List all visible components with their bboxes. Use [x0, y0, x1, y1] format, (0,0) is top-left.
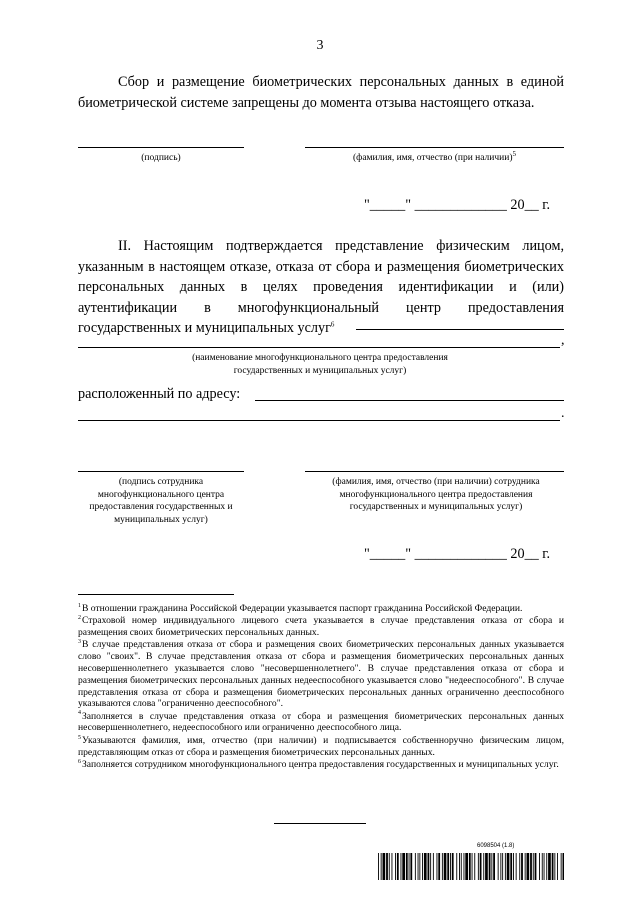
- footnote-4: [78, 711, 564, 735]
- barcode-bar: [442, 853, 443, 880]
- barcode-bar: [422, 853, 423, 880]
- full-name-caption-text: (фамилия, имя, отчество (при наличии): [353, 153, 513, 163]
- barcode-bar: [480, 853, 482, 880]
- date-year-field[interactable]: __: [524, 197, 539, 213]
- address-line-1[interactable]: [255, 400, 564, 401]
- address-trailing-dot: .: [561, 406, 565, 421]
- barcode-bar: [392, 853, 393, 880]
- barcode-bar: [513, 853, 514, 880]
- footnote-text: Заполняется в случае представления отказа от сбора и размещения биометрических персональных данных несовершеннолетнего, недееспособного или ограниченно дееспособного лица.: [78, 710, 564, 734]
- footnote-3: [78, 639, 564, 710]
- barcode-bar: [474, 853, 475, 880]
- full-name-caption: [305, 149, 564, 165]
- date-row-2: [364, 546, 550, 563]
- barcode-id: 6098504 (1.8): [477, 843, 515, 849]
- date-month-field[interactable]: _____________: [414, 546, 507, 562]
- barcode-bar: [428, 853, 430, 880]
- barcode-bar: [533, 853, 534, 880]
- mfc-trailing-comma: ,: [561, 333, 565, 348]
- barcode-bar: [530, 853, 532, 880]
- barcode-bar: [397, 853, 399, 880]
- barcode-bar: [510, 853, 512, 880]
- barcode-bar: [485, 853, 488, 880]
- footnote-number: 6: [78, 758, 81, 765]
- barcode-bar: [546, 853, 547, 880]
- barcode-bar: [544, 853, 545, 880]
- employee-name-line[interactable]: [305, 471, 564, 472]
- mfc-name-caption: (наименование многофункционального центра предоставления государственных и муниципальных услуг): [192, 353, 448, 376]
- footnote-text: Указываются фамилия, имя, отчество (при наличии) и подписывается собственноручно физическим лицом, представляющим отказ от сбора и размещения биометрических персональных данных.: [78, 734, 564, 758]
- intro-paragraph: Сбор и размещение биометрических персональных данных в единой биометрической системе запрещены до момента отзыва настоящего отказа.: [78, 74, 564, 111]
- date-year-prefix: 20: [510, 197, 525, 213]
- employee-signature-line[interactable]: [78, 471, 244, 472]
- barcode-bar: [516, 853, 517, 880]
- date-year-field[interactable]: __: [524, 546, 539, 562]
- signature-line[interactable]: [78, 147, 244, 148]
- date-year-suffix: г.: [538, 197, 551, 213]
- barcode-bar: [438, 853, 440, 880]
- date-quote-open: ": [364, 197, 370, 213]
- date-quote-close: ": [405, 197, 412, 213]
- barcode-bar: [452, 853, 454, 880]
- barcode-bar: [410, 853, 412, 880]
- barcode-bar: [378, 853, 379, 880]
- date-row: [364, 197, 550, 214]
- section-ii-paragraph: [78, 236, 564, 339]
- barcode-bar: [542, 853, 543, 880]
- page-number: 3: [316, 38, 324, 53]
- footnote-number: 3: [78, 639, 81, 646]
- barcode-bar: [500, 853, 501, 880]
- address-label: расположенный по адресу:: [78, 386, 241, 402]
- barcode-bar: [561, 853, 562, 880]
- footnote-number: 2: [78, 615, 81, 622]
- footnote-1: [78, 603, 564, 615]
- barcode-bar: [498, 853, 499, 880]
- barcode-bar: [450, 853, 451, 880]
- barcode-bar: [464, 853, 465, 880]
- date-day-field[interactable]: _____: [369, 197, 406, 213]
- full-name-line[interactable]: [305, 147, 564, 148]
- barcode-bar: [389, 853, 390, 880]
- barcode-bar: [444, 853, 447, 880]
- barcode-bar: [383, 853, 386, 880]
- barcode-bar: [386, 853, 388, 880]
- barcode-bar: [437, 853, 438, 880]
- footnote-number: 5: [78, 734, 81, 741]
- mfc-name-line-1[interactable]: [356, 329, 564, 330]
- barcode-bar: [418, 853, 419, 880]
- barcode-bar: [459, 853, 460, 880]
- barcode-bar: [406, 853, 408, 880]
- barcode-bar: [415, 853, 416, 880]
- barcode-bar: [469, 853, 471, 880]
- barcode-bar: [401, 853, 402, 880]
- footnote-2: [78, 615, 564, 639]
- date-month-field[interactable]: _____________: [414, 197, 507, 213]
- section-ii-text: II. Настоящим подтверждается представление физическим лицом, указанным в настоящем отказе, отказа от сбора и размещения биометрических персональных данных в целях проведения идентификации и (или) аутентификации в многофункциональный центр предоставления государственных и муниципальных услуг: [78, 238, 564, 336]
- employee-signature-caption: (подпись сотрудника многофункционального центра предоставления государственных и муниципальных услуг): [89, 477, 233, 525]
- footnote-separator: [78, 594, 234, 595]
- date-year-prefix: 20: [510, 546, 525, 562]
- barcode-bar: [395, 853, 396, 880]
- barcode-bar: [552, 853, 554, 880]
- barcode-bar: [483, 853, 484, 880]
- barcode-bar: [402, 853, 405, 880]
- date-quote-close: ": [405, 546, 412, 562]
- barcode-bar: [478, 853, 479, 880]
- barcode-bar: [507, 853, 510, 880]
- signature-caption: (подпись): [141, 153, 181, 163]
- barcode-bar: [489, 853, 491, 880]
- barcode-icon: [378, 853, 564, 880]
- barcode-bar: [525, 853, 526, 880]
- address-line-2[interactable]: [78, 420, 560, 421]
- footnote-text: Страховой номер индивидуального лицевого счета указывается в случае представления отказа от сбора и размещения своих биометрических персональных данных.: [78, 615, 564, 639]
- barcode-bar: [539, 853, 540, 880]
- barcode-bar: [472, 853, 473, 880]
- footnote-number: 4: [78, 710, 81, 717]
- barcode-bar: [563, 853, 565, 880]
- end-of-page-line: [274, 823, 366, 824]
- barcode-bar: [465, 853, 468, 880]
- date-day-field[interactable]: _____: [369, 546, 406, 562]
- barcode-bar: [557, 853, 558, 880]
- barcode-bar: [424, 853, 427, 880]
- barcode-bar: [554, 853, 555, 880]
- employee-name-caption: (фамилия, имя, отчество (при наличии) сотрудника многофункционального центра предоставления государственных и муниципальных услуг): [332, 477, 540, 512]
- footnote-text: Заполняется сотрудником многофункционального центра предоставления государственных и муниципальных услуг.: [82, 758, 559, 770]
- date-year-suffix: г.: [538, 546, 551, 562]
- barcode-bar: [527, 853, 530, 880]
- barcode-bar: [419, 853, 420, 880]
- mfc-name-line-2[interactable]: [78, 347, 560, 348]
- barcode-bar: [461, 853, 462, 880]
- barcode-bar: [491, 853, 492, 880]
- footnote-ref-5: 5: [512, 149, 516, 158]
- footnote-text: В отношении гражданина Российской Федерации указывается паспорт гражданина Российской Федерации.: [82, 603, 523, 614]
- barcode-bar: [505, 853, 506, 880]
- barcode-bar: [535, 853, 537, 880]
- barcode-bar: [433, 853, 434, 880]
- barcode-bar: [409, 853, 410, 880]
- barcode-bar: [381, 853, 382, 880]
- footnote-text: В случае представления отказа от сбора и размещения своих биометрических персональных данных указывается слово "своих". В случае представления отказа от сбора и размещения биометрических персональных данных несовершеннолетнего указывается слово "несовершеннолетнего". В случае представления отказа от сбора и размещения биометрических персональных данных недееспособного указывается слово "недееспособного". В случае представления отказа от сбора и размещения биометрических персональных данных ограниченно дееспособного указываются слова "ограниченно дееспособного".: [78, 639, 564, 710]
- footnote-ref-6: 6: [330, 320, 335, 329]
- footnote-6: [78, 759, 564, 771]
- barcode-bar: [430, 853, 431, 880]
- barcode-bar: [519, 853, 520, 880]
- footnote-number: 1: [78, 602, 81, 609]
- barcode-bar: [521, 853, 523, 880]
- barcode-bar: [502, 853, 503, 880]
- barcode-bar: [493, 853, 495, 880]
- barcode-bar: [456, 853, 457, 880]
- footnote-5: [78, 735, 564, 759]
- footnotes: [78, 603, 564, 771]
- barcode-bar: [447, 853, 449, 880]
- date-quote-open: ": [364, 546, 370, 562]
- barcode-bar: [548, 853, 551, 880]
